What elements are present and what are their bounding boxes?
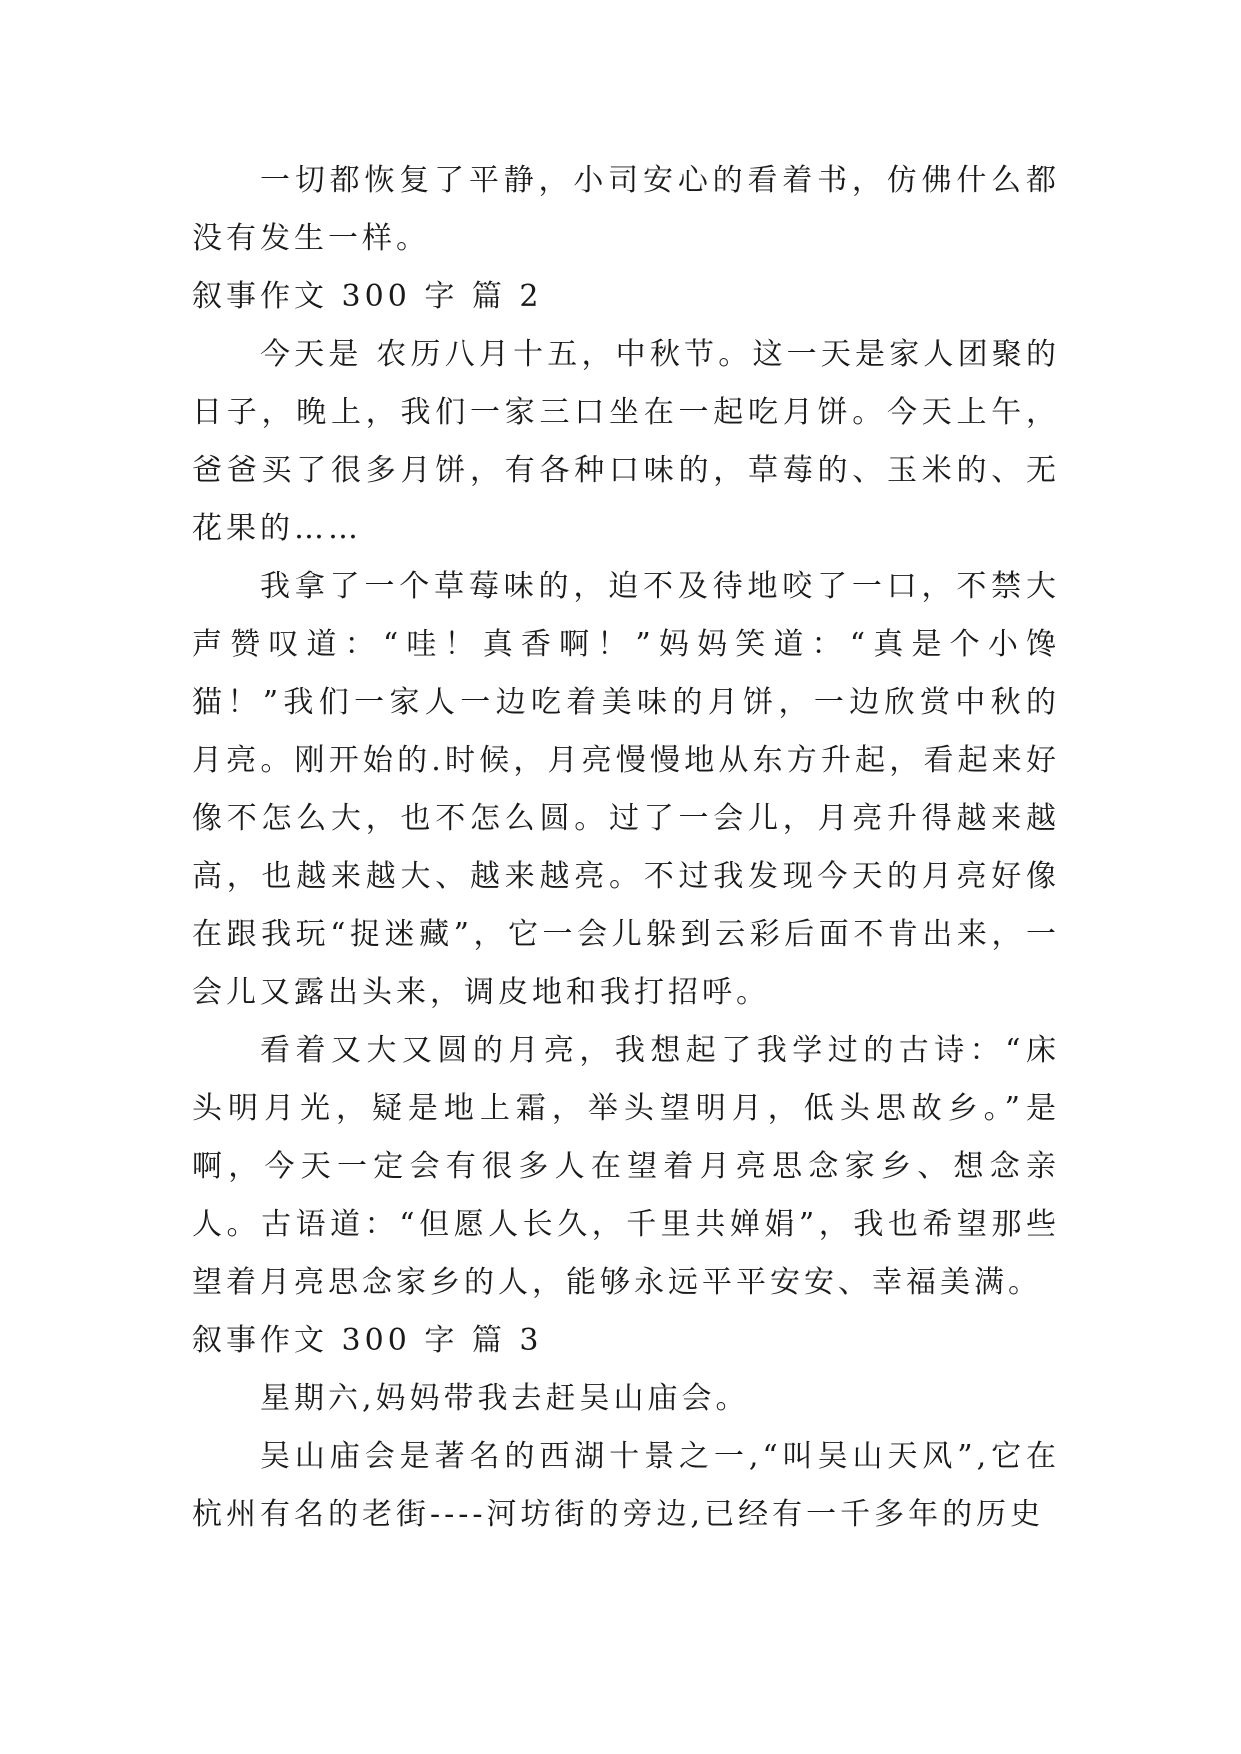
paragraph: 看着又大又圆的月亮，我想起了我学过的古诗：“床头明月光，疑是地上霜，举头望明月，低头思故乡。”是啊，今天一定会有很多人在望着月亮思念家乡、想念亲人。古语道：“但愿人长久，千里共婵娟”，我也希望那些望着月亮思念家乡的人，能够永远平平安安、幸福美满。 xyxy=(192,1033,1060,1300)
paragraph: 吴山庙会是著名的西湖十景之一,“叫吴山天风”,它在杭州有名的老街----河坊街的旁边,已经有一千多年的历史 xyxy=(192,1439,1060,1532)
paragraph: 今天是 农历八月十五，中秋节。这一天是家人团聚的日子，晚上，我们一家三口坐在一起吃月饼。今天上午，爸爸买了很多月饼，有各种口味的，草莓的、玉米的、无花果的…… xyxy=(192,337,1060,546)
section-heading: 叙事作文 300 字 篇 3 xyxy=(192,1323,543,1358)
paragraph: 一切都恢复了平静，小司安心的看着书，仿佛什么都没有发生一样。 xyxy=(192,163,1060,256)
paragraph: 我拿了一个草莓味的，迫不及待地咬了一口，不禁大声赞叹道：“哇！真香啊！”妈妈笑道：“真是个小馋猫！”我们一家人一边吃着美味的月饼，一边欣赏中秋的月亮。刚开始的.时候，月亮慢慢地从东方升起，看起来好像不怎么大，也不怎么圆。过了一会儿，月亮升得越来越高，也越来越大、越来越亮。不过我发现今天的月亮好像在跟我玩“捉迷藏”，它一会儿躲到云彩后面不肯出来，一会儿又露出头来，调皮地和我打招呼。 xyxy=(192,569,1060,1010)
paragraph: 星期六,妈妈带我去赶吴山庙会。 xyxy=(260,1381,750,1416)
section-heading: 叙事作文 300 字 篇 2 xyxy=(192,279,543,314)
document-body xyxy=(192,152,1060,1544)
